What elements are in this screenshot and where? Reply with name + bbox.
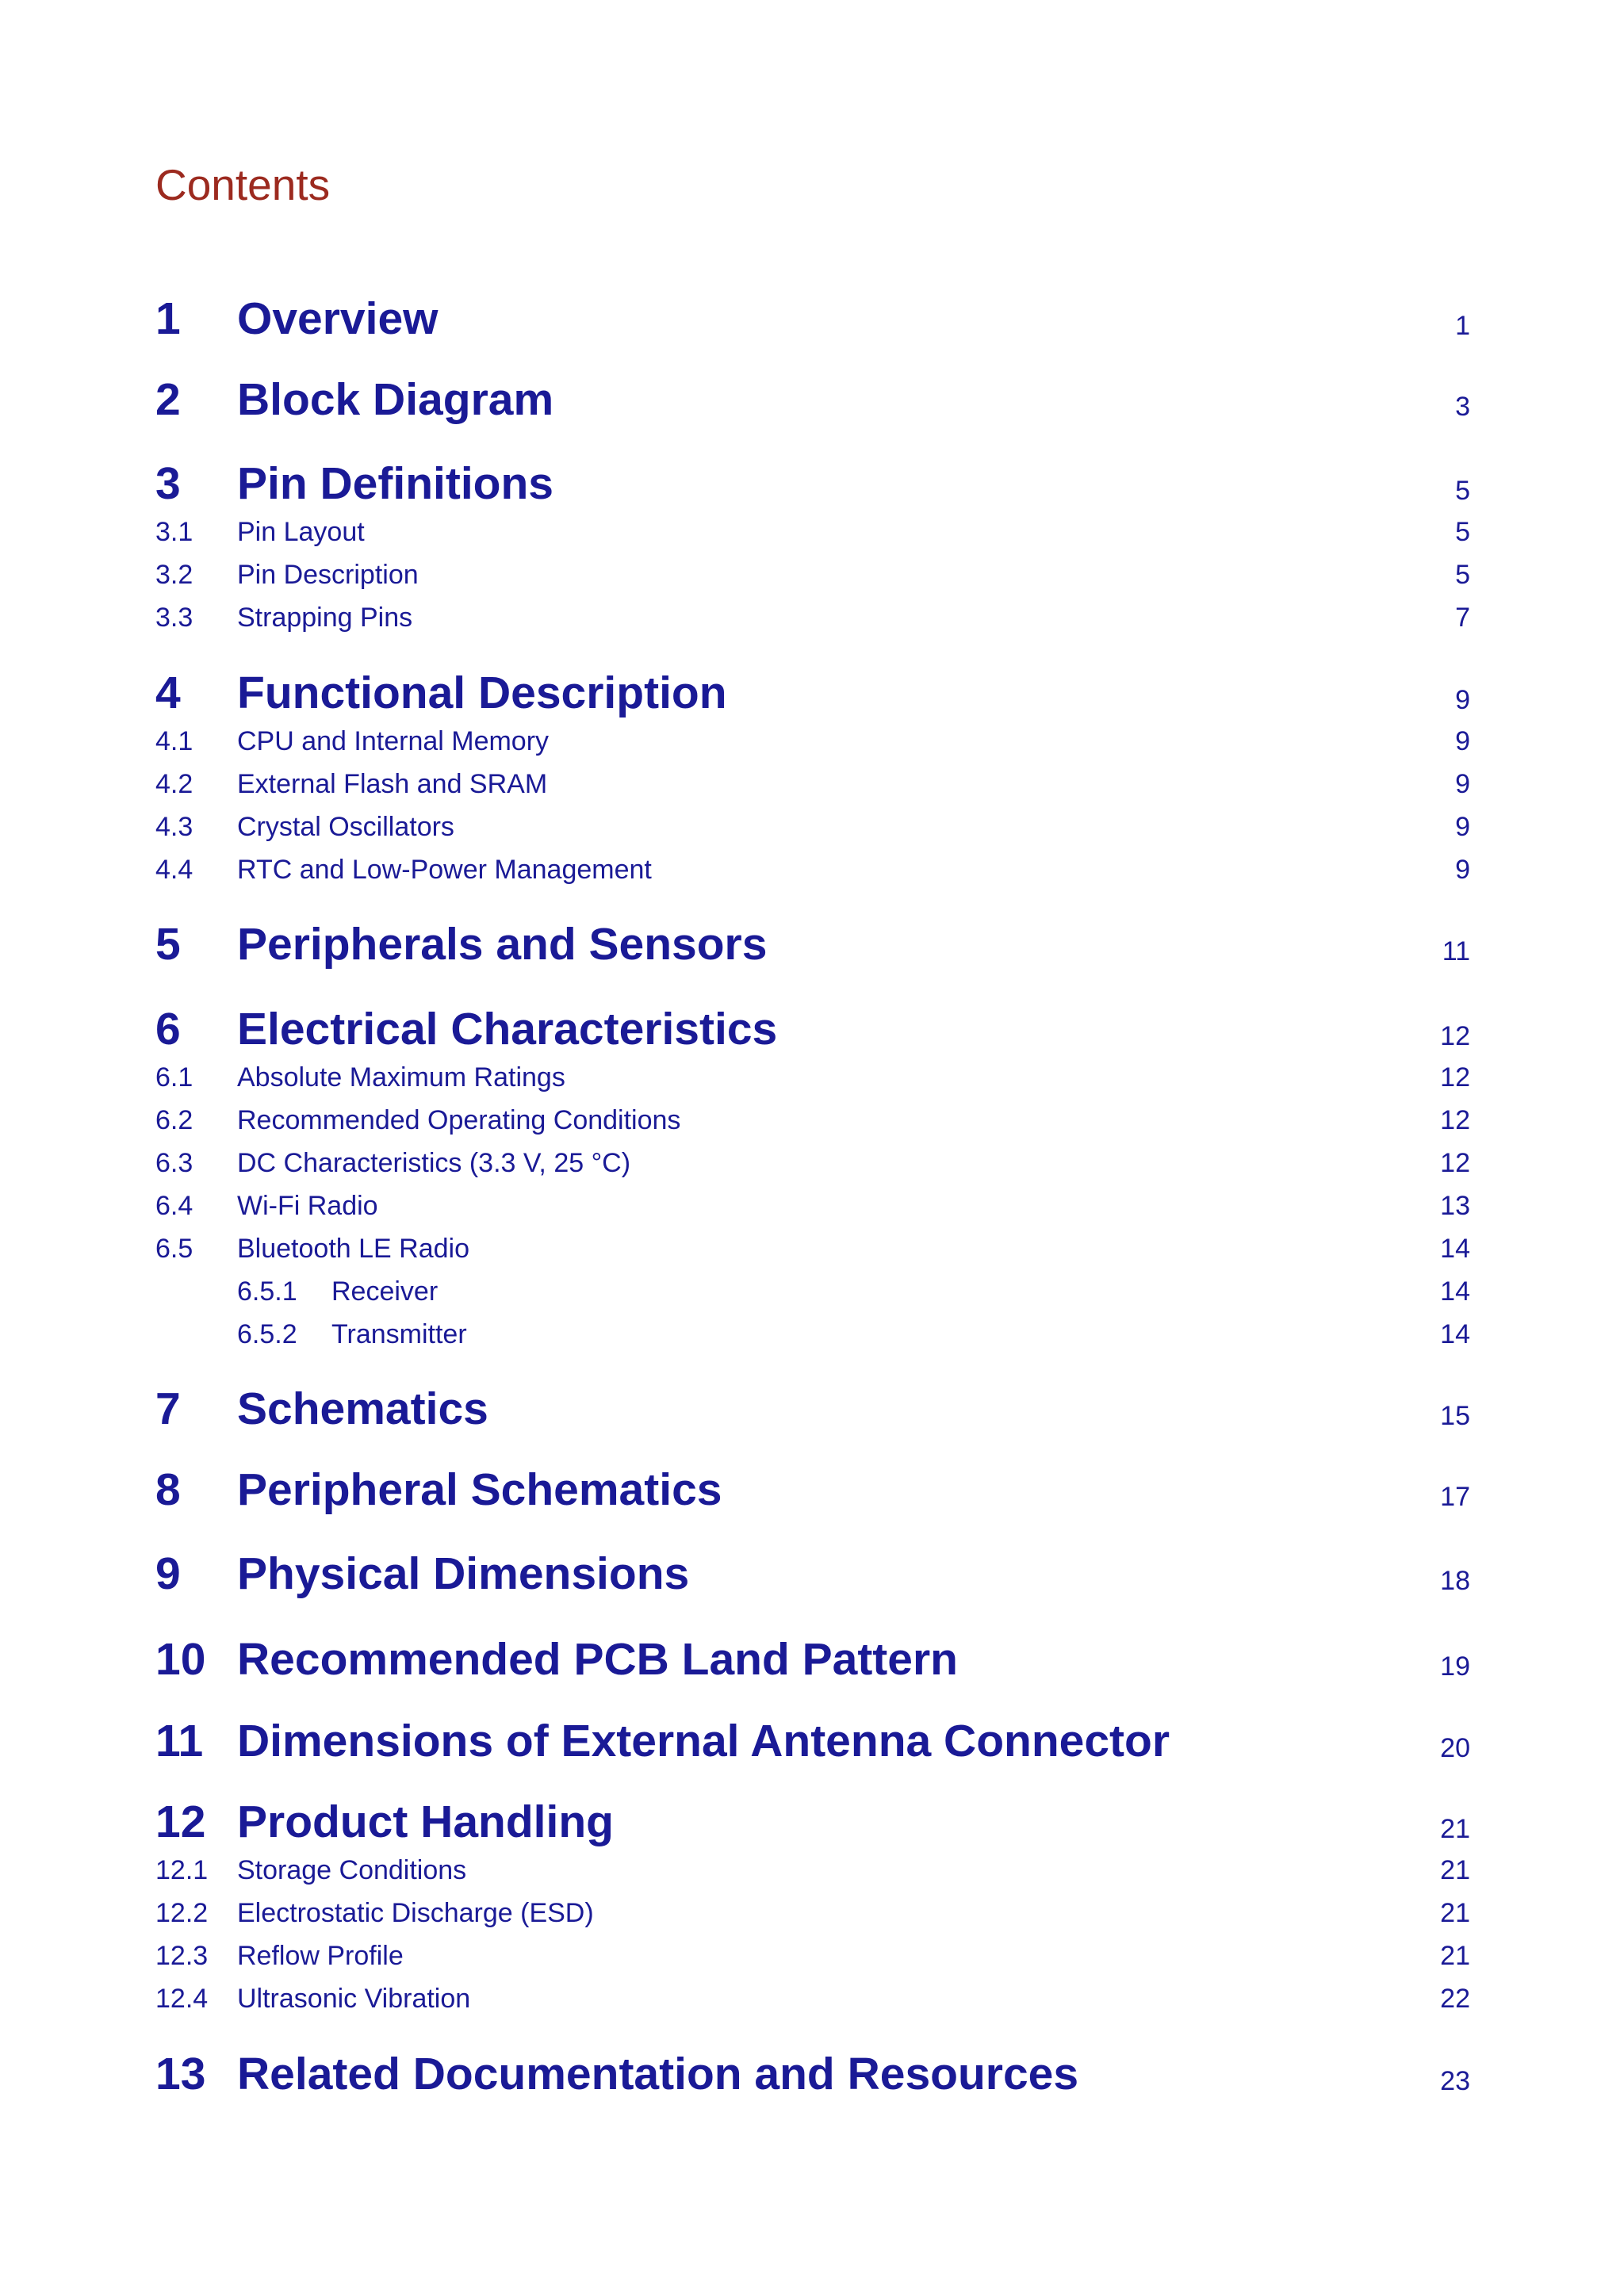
toc-entry-title[interactable]: Peripherals and Sensors: [237, 919, 768, 970]
toc-entry-number: 6.1: [155, 1062, 193, 1093]
toc-entry-number: 4.1: [155, 726, 193, 756]
toc-entry-number: 6: [155, 1004, 181, 1054]
toc-entry-title[interactable]: Peripheral Schematics: [237, 1464, 722, 1515]
toc-entry-6-2[interactable]: [155, 1107, 1470, 1138]
toc-entry-title[interactable]: Dimensions of External Antenna Connector: [237, 1716, 1170, 1766]
toc-entry-number: 6.2: [155, 1105, 193, 1135]
toc-entry-number: 3.1: [155, 517, 193, 547]
toc-entry-page-number[interactable]: 19: [1440, 1651, 1470, 1682]
toc-entry-11[interactable]: [155, 1716, 1470, 1770]
toc-entry-title[interactable]: Schematics: [237, 1383, 488, 1434]
toc-entry-number: 13: [155, 2049, 206, 2099]
toc-entry-title[interactable]: Strapping Pins: [237, 603, 413, 633]
toc-entry-page-number[interactable]: 1: [1455, 311, 1470, 341]
toc-entry-title[interactable]: Block Diagram: [237, 374, 554, 425]
toc-entry-4[interactable]: [155, 668, 1470, 721]
toc-entry-number: 8: [155, 1464, 181, 1515]
toc-entry-page-number[interactable]: 5: [1455, 517, 1470, 547]
toc-entry-4-1[interactable]: [155, 728, 1470, 760]
toc-entry-page-number[interactable]: 21: [1440, 1855, 1470, 1885]
toc-entry-number: 12.2: [155, 1898, 209, 1928]
toc-entry-title[interactable]: Physical Dimensions: [237, 1548, 690, 1599]
toc-entry-title[interactable]: Electrical Characteristics: [237, 1004, 778, 1054]
toc-entry-number: 3.3: [155, 603, 193, 633]
toc-entry-title[interactable]: Functional Description: [237, 668, 727, 718]
toc-entry-page-number[interactable]: 12: [1440, 1105, 1470, 1135]
toc-entry-page-number[interactable]: 3: [1455, 392, 1470, 422]
toc-entry-page-number[interactable]: 9: [1455, 769, 1470, 799]
toc-entry-6[interactable]: [155, 1004, 1470, 1058]
toc-entry-2[interactable]: [155, 374, 1470, 428]
toc-entry-3-2[interactable]: [155, 561, 1470, 593]
toc-entry-title[interactable]: Related Documentation and Resources: [237, 2049, 1079, 2099]
toc-entry-page-number[interactable]: 11: [1442, 936, 1470, 966]
toc-entry-number: 11: [155, 1716, 204, 1766]
toc-entry-page-number[interactable]: 22: [1440, 1984, 1470, 2014]
toc-entry-page-number[interactable]: 12: [1440, 1148, 1470, 1178]
toc-entry-12-3[interactable]: [155, 1942, 1470, 1974]
toc-entry-page-number[interactable]: 13: [1440, 1191, 1470, 1221]
toc-entry-6-1[interactable]: [155, 1064, 1470, 1096]
toc-entry-3-1[interactable]: [155, 519, 1470, 550]
toc-entry-page-number[interactable]: 21: [1440, 1941, 1470, 1971]
toc-entry-4-3[interactable]: [155, 813, 1470, 845]
toc-entry-title[interactable]: Overview: [237, 293, 439, 344]
toc-entry-page-number[interactable]: 17: [1440, 1482, 1470, 1512]
toc-entry-page-number[interactable]: 12: [1440, 1062, 1470, 1093]
toc-entry-number: 12: [155, 1797, 206, 1847]
toc-entry-7[interactable]: [155, 1383, 1470, 1437]
toc-entry-page-number[interactable]: 14: [1440, 1276, 1470, 1307]
toc-entry-8[interactable]: [155, 1464, 1470, 1518]
toc-entry-6-5-1[interactable]: [155, 1278, 1470, 1310]
toc-entry-title[interactable]: Storage Conditions: [237, 1855, 467, 1885]
toc-entry-number: 5: [155, 919, 181, 970]
toc-entry-page-number[interactable]: 20: [1440, 1733, 1470, 1763]
toc-entry-12[interactable]: [155, 1797, 1470, 1850]
toc-entry-number: 3.2: [155, 560, 193, 590]
toc-entry-page-number[interactable]: 21: [1440, 1898, 1470, 1928]
toc-entry-6-3[interactable]: [155, 1150, 1470, 1181]
toc-entry-title[interactable]: Recommended Operating Conditions: [237, 1105, 681, 1135]
toc-entry-number: 10: [155, 1634, 206, 1685]
toc-entry-title[interactable]: Bluetooth LE Radio: [237, 1234, 469, 1264]
toc-entry-12-4[interactable]: [155, 1985, 1470, 2017]
toc-entry-title[interactable]: RTC and Low-Power Management: [237, 855, 652, 885]
toc-entry-title[interactable]: Receiver: [331, 1276, 439, 1307]
toc-entry-6-4[interactable]: [155, 1192, 1470, 1224]
toc-entry-page-number[interactable]: 14: [1440, 1234, 1470, 1264]
toc-entry-number: 12.1: [155, 1855, 209, 1885]
toc-entry-page-number[interactable]: 9: [1455, 855, 1470, 885]
toc-entry-number: 3: [155, 458, 181, 509]
toc-entry-title[interactable]: Crystal Oscillators: [237, 812, 454, 842]
toc-entry-page-number[interactable]: 9: [1455, 685, 1470, 715]
toc-entry-3-3[interactable]: [155, 604, 1470, 636]
toc-entry-page-number[interactable]: 14: [1440, 1319, 1470, 1349]
toc-entry-title[interactable]: Product Handling: [237, 1797, 614, 1847]
toc-entry-5[interactable]: [155, 919, 1470, 973]
toc-entry-number: 12.3: [155, 1941, 209, 1971]
toc-entry-title[interactable]: Ultrasonic Vibration: [237, 1984, 471, 2014]
toc-entry-page-number[interactable]: 9: [1455, 726, 1470, 756]
toc-entry-1[interactable]: [155, 293, 1470, 347]
toc-entry-number: 6.5: [155, 1234, 193, 1264]
toc-entry-number: 4: [155, 668, 181, 718]
toc-entry-4-4[interactable]: [155, 856, 1470, 888]
toc-entry-number: 1: [155, 293, 181, 344]
page-title: Contents: [155, 160, 331, 209]
toc-entry-page-number[interactable]: 12: [1440, 1021, 1470, 1051]
toc-entry-number: 12.4: [155, 1984, 209, 2014]
toc-entry-title[interactable]: Pin Description: [237, 560, 419, 590]
toc-entry-title[interactable]: External Flash and SRAM: [237, 769, 548, 799]
toc-entry-number: 2: [155, 374, 181, 425]
toc-entry-title[interactable]: Pin Layout: [237, 517, 365, 547]
toc-entry-title[interactable]: Absolute Maximum Ratings: [237, 1062, 565, 1093]
toc-entry-6-5[interactable]: [155, 1235, 1470, 1267]
toc-entry-title[interactable]: DC Characteristics (3.3 V, 25 °C): [237, 1148, 631, 1178]
toc-entry-number: 7: [155, 1383, 181, 1434]
toc-entry-title[interactable]: Recommended PCB Land Pattern: [237, 1634, 958, 1685]
toc-entry-13[interactable]: [155, 2049, 1470, 2103]
toc-entry-page-number[interactable]: 7: [1455, 603, 1470, 633]
toc-entry-3[interactable]: [155, 458, 1470, 512]
toc-entry-title[interactable]: CPU and Internal Memory: [237, 726, 550, 756]
toc-entry-page-number[interactable]: 5: [1455, 560, 1470, 590]
toc-entry-9[interactable]: [155, 1548, 1470, 1602]
toc-entry-6-5-2[interactable]: [155, 1321, 1470, 1353]
toc-entry-title[interactable]: Electrostatic Discharge (ESD): [237, 1898, 594, 1928]
toc-entry-title[interactable]: Transmitter: [331, 1319, 467, 1349]
toc-entry-page-number[interactable]: 23: [1440, 2066, 1470, 2096]
toc-entry-title[interactable]: Reflow Profile: [237, 1941, 404, 1971]
toc-entry-12-1[interactable]: [155, 1857, 1470, 1888]
toc-entry-page-number[interactable]: 9: [1455, 812, 1470, 842]
toc-entry-10[interactable]: [155, 1634, 1470, 1688]
toc-entry-12-2[interactable]: [155, 1900, 1470, 1931]
toc-entry-page-number[interactable]: 21: [1440, 1814, 1470, 1844]
toc-entry-number: 4.3: [155, 812, 193, 842]
toc-entry-number: 6.3: [155, 1148, 193, 1178]
toc-entry-number: 6.5.2: [237, 1319, 297, 1349]
toc-entry-number: 6.4: [155, 1191, 193, 1221]
toc-entry-title[interactable]: Pin Definitions: [237, 458, 553, 509]
toc-entry-4-2[interactable]: [155, 771, 1470, 802]
toc-entry-number: 4.4: [155, 855, 193, 885]
toc-entry-page-number[interactable]: 15: [1440, 1401, 1470, 1431]
toc-entry-title[interactable]: Wi-Fi Radio: [237, 1191, 378, 1221]
toc-entry-page-number[interactable]: 18: [1440, 1566, 1470, 1596]
toc-entry-number: 4.2: [155, 769, 193, 799]
toc-entry-number: 9: [155, 1548, 181, 1599]
toc-entry-number: 6.5.1: [237, 1276, 297, 1307]
toc-entry-page-number[interactable]: 5: [1455, 476, 1470, 506]
